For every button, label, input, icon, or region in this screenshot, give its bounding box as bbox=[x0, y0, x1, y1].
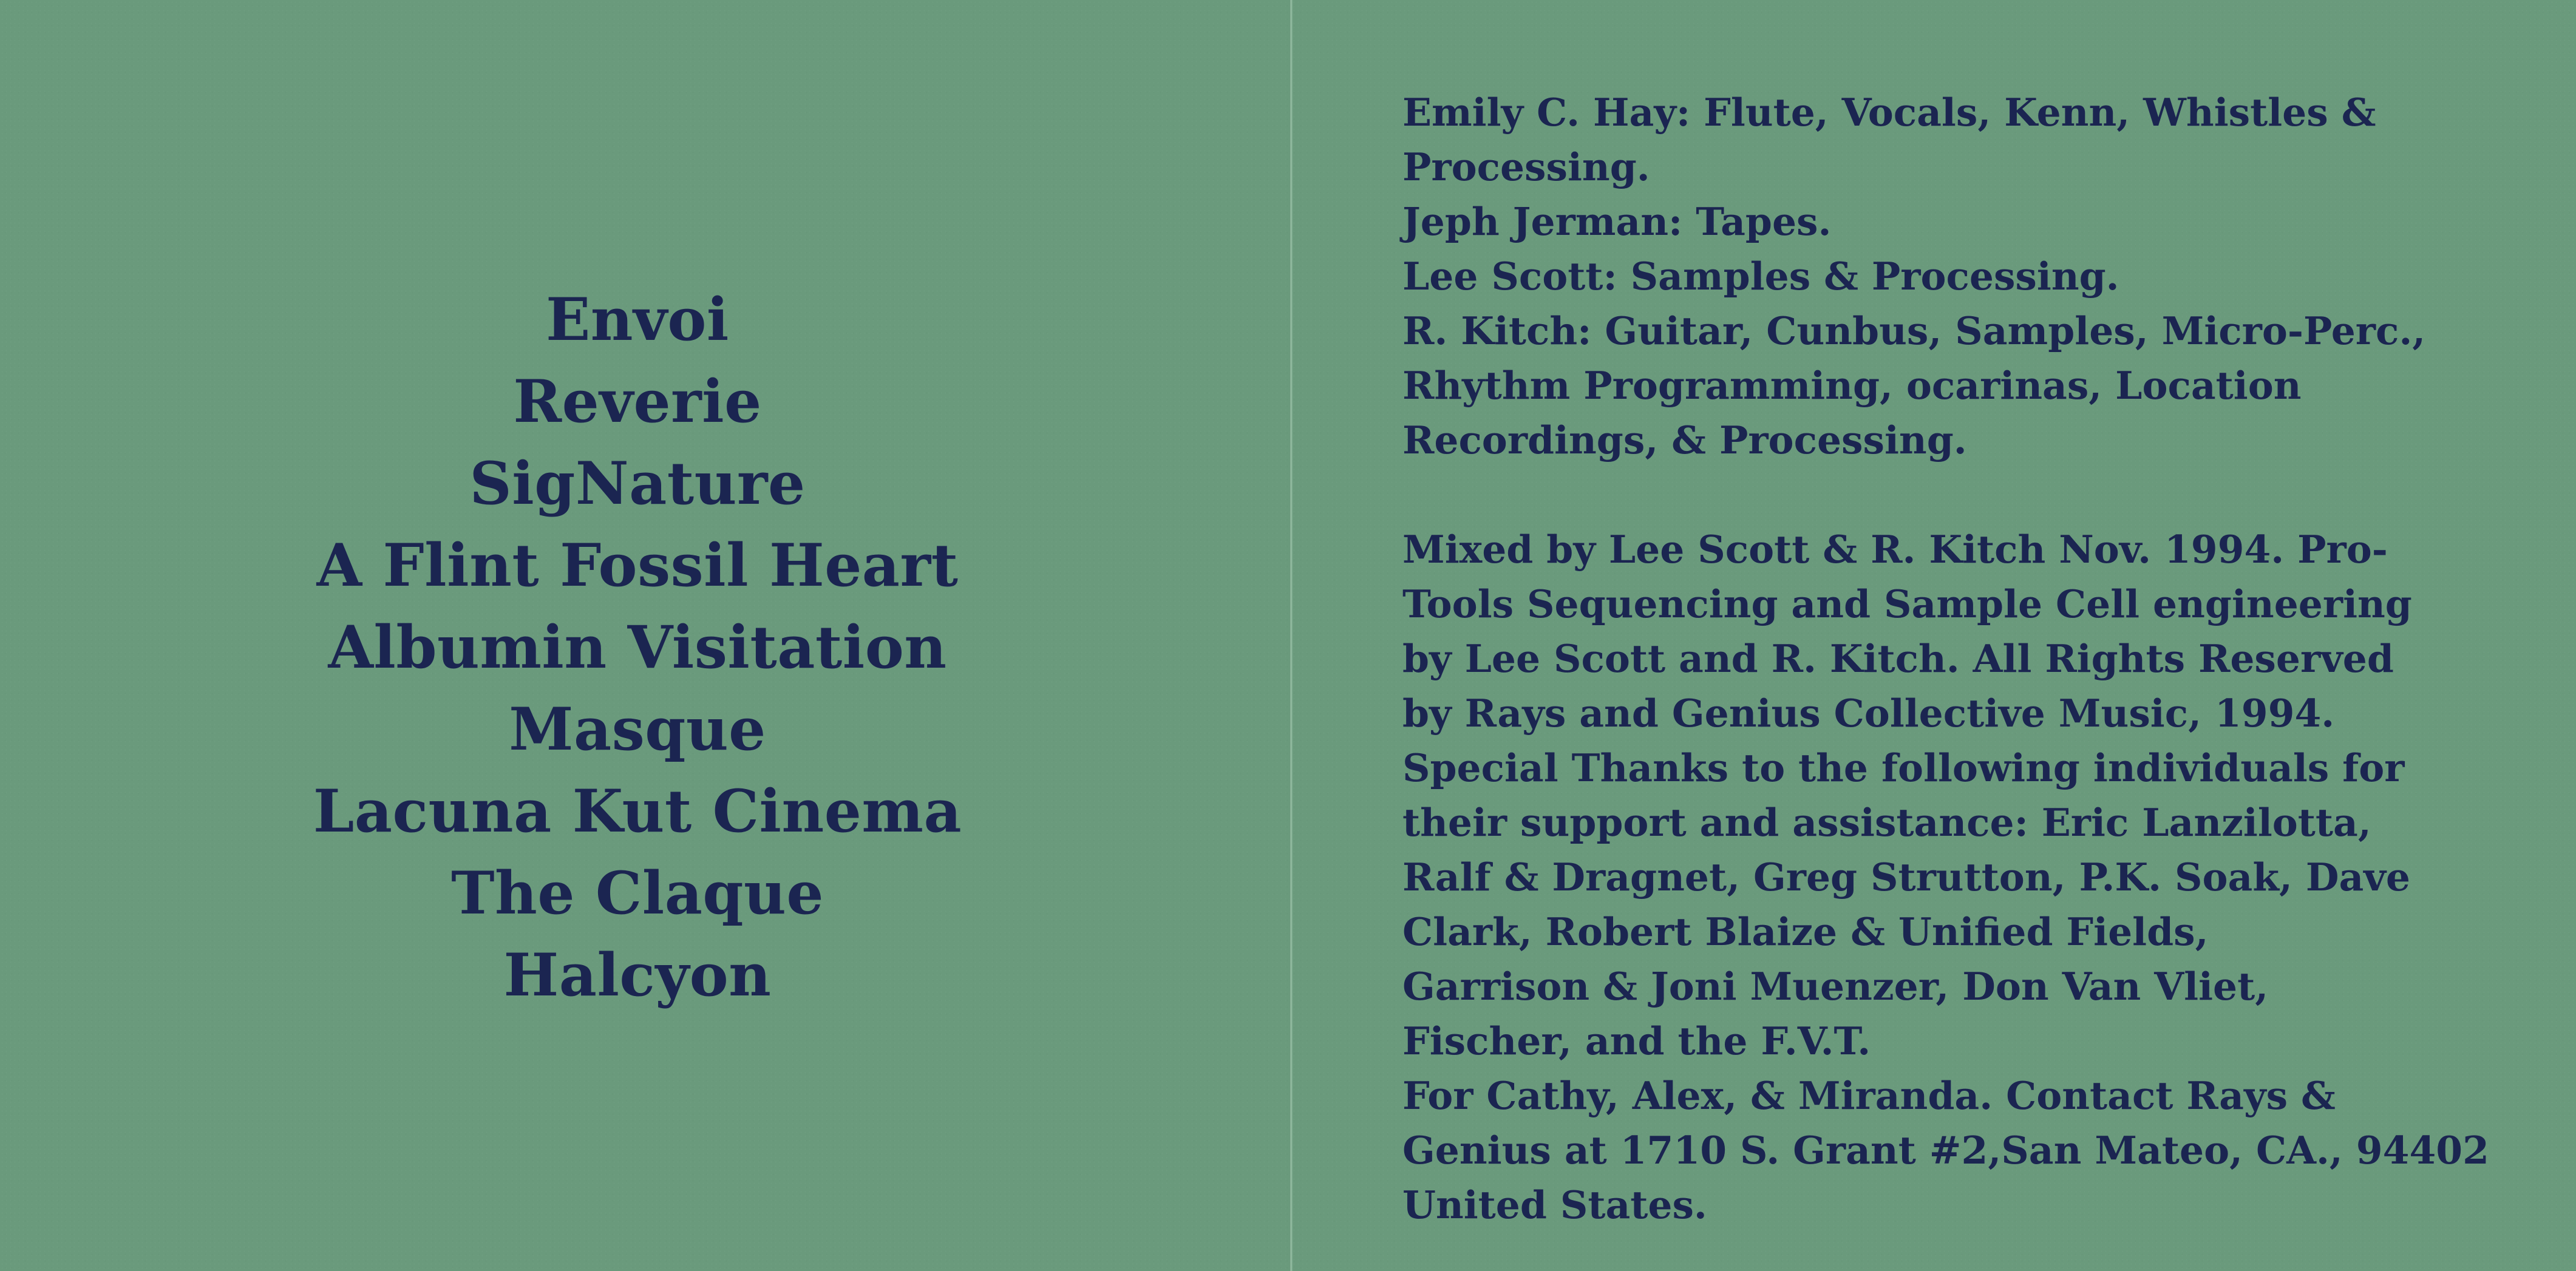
credit-line: Recordings, & Processing. bbox=[1402, 418, 1967, 463]
notes-line: United States. bbox=[1402, 1182, 1707, 1227]
production-notes bbox=[1402, 522, 2544, 1232]
notes-line: Special Thanks to the following individuals for bbox=[1402, 745, 2405, 790]
notes-line: Ralf & Dragnet, Greg Strutton, P.K. Soak, Dave bbox=[1402, 855, 2410, 900]
tracklist bbox=[0, 279, 1275, 1016]
notes-line: Mixed by Lee Scott & R. Kitch Nov. 1994. Pro- bbox=[1402, 527, 2388, 572]
notes-line: Genius at 1710 S. Grant #2,San Mateo, CA., 94402 bbox=[1402, 1128, 2489, 1173]
credit-line: Emily C. Hay: Flute, Vocals, Kenn, Whistles & bbox=[1402, 90, 2376, 135]
track-title: Halcyon bbox=[503, 941, 772, 1009]
notes-line: Tools Sequencing and Sample Cell engineering bbox=[1402, 581, 2412, 626]
musician-credits bbox=[1402, 85, 2544, 467]
credit-line: Lee Scott: Samples & Processing. bbox=[1402, 254, 2119, 299]
credit-line: R. Kitch: Guitar, Cunbus, Samples, Micro-Perc., bbox=[1402, 308, 2426, 353]
credit-line: Processing. bbox=[1402, 144, 1650, 189]
track-title: The Claque bbox=[451, 859, 824, 927]
track-title: Masque bbox=[509, 695, 766, 764]
notes-line: Fischer, and the F.V.T. bbox=[1402, 1018, 1871, 1063]
credit-line: Jeph Jerman: Tapes. bbox=[1402, 199, 1832, 244]
notes-line: Clark, Robert Blaize & Unified Fields, bbox=[1402, 909, 2209, 954]
track-title: Lacuna Kut Cinema bbox=[313, 777, 962, 846]
credit-line: Rhythm Programming, ocarinas, Location bbox=[1402, 363, 2302, 408]
notes-line: their support and assistance: Eric Lanzilotta, bbox=[1402, 800, 2371, 845]
notes-line: For Cathy, Alex, & Miranda. Contact Rays & bbox=[1402, 1073, 2336, 1118]
track-title: Reverie bbox=[513, 367, 762, 436]
credits-block bbox=[1402, 85, 2544, 1232]
track-title: Envoi bbox=[546, 285, 729, 354]
credits-panel bbox=[1293, 0, 2576, 1271]
track-title: A Flint Fossil Heart bbox=[316, 531, 959, 600]
notes-line: by Lee Scott and R. Kitch. All Rights Reserved bbox=[1402, 636, 2394, 681]
notes-line: Garrison & Joni Muenzer, Don Van Vliet, bbox=[1402, 964, 2269, 1009]
notes-line: by Rays and Genius Collective Music, 1994. bbox=[1402, 691, 2335, 736]
track-title: Albumin Visitation bbox=[328, 613, 947, 682]
track-title: SigNature bbox=[469, 449, 806, 518]
